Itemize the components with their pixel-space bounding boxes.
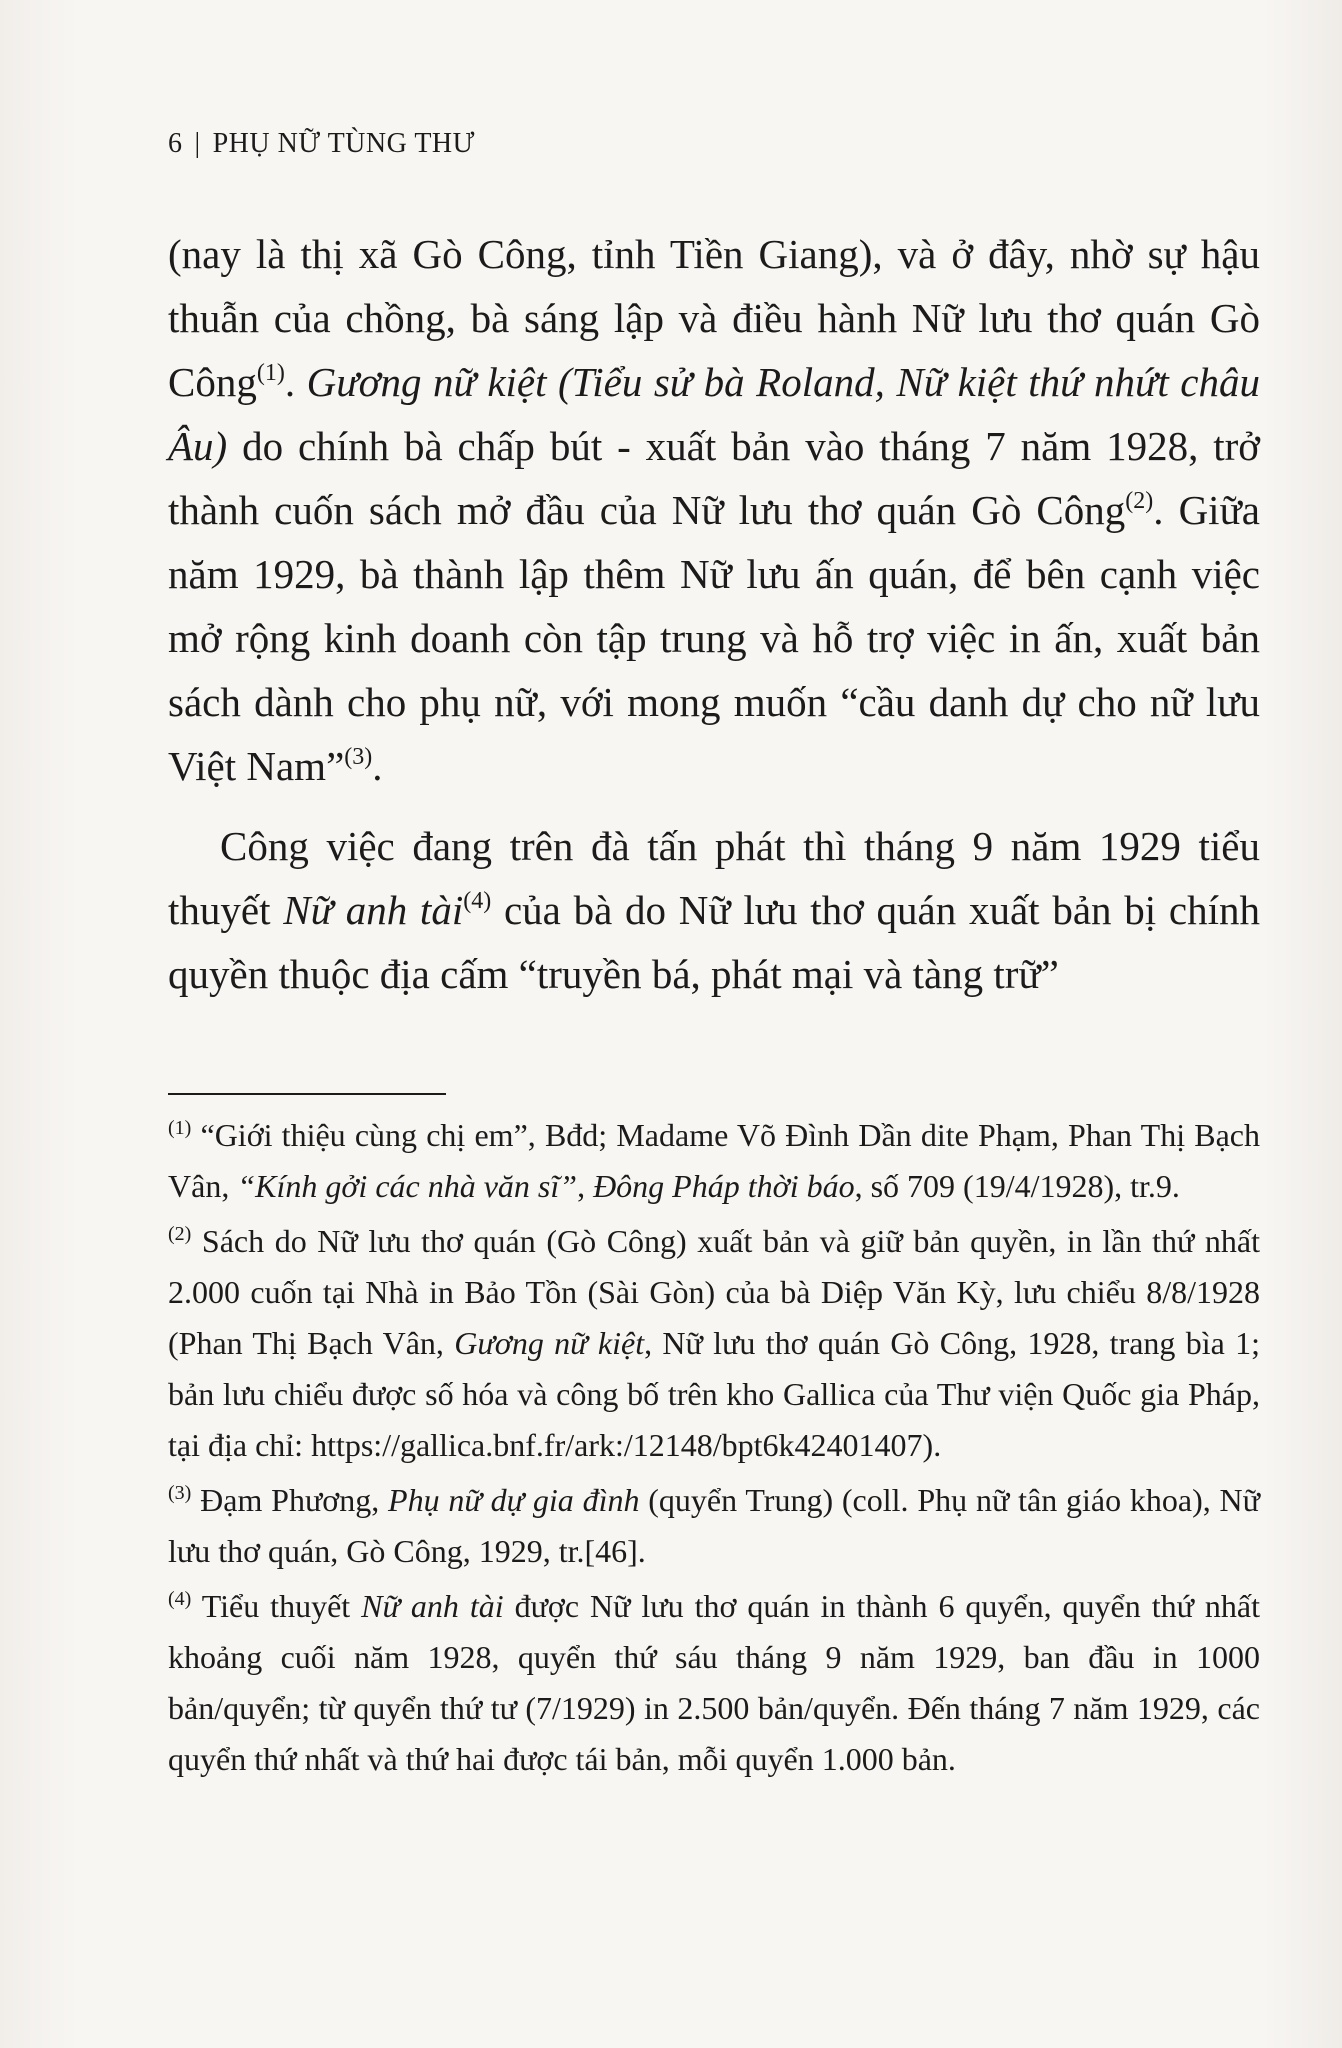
main-text — [168, 222, 1260, 1006]
text-run: . — [284, 359, 307, 405]
text-run: Đạm Phương, — [191, 1482, 389, 1518]
footnotes — [168, 1110, 1260, 1789]
footnote-mark: (3) — [168, 1482, 192, 1504]
text-run: , Nữ lưu thơ quán Gò Công, 1928, trang bìa 1; bản lưu chiểu được số hóa và công bố trên kho Gallica của Thư viện Quốc gia Pháp, tại địa chỉ: https://gallica.bnf.fr/ark:/12148/bpt6k42401407). — [168, 1325, 1261, 1463]
footnote-mark: (2) — [168, 1223, 192, 1245]
article-title-italic: “Kính gởi các nhà văn sĩ” — [237, 1168, 578, 1204]
novel-title-italic: Nữ anh tài — [361, 1588, 504, 1624]
header-separator: | — [194, 128, 201, 159]
text-run: , — [577, 1168, 594, 1204]
text-run: “Giới thiệu cùng chị em”, Bđd; Madame Võ Đình Dần dite Phạm, Phan Thị Bạch Vân, — [168, 1117, 1260, 1204]
book-title-italic: Gương nữ kiệt — [454, 1325, 645, 1361]
footnote-ref-1: (1) — [256, 360, 285, 386]
page-number: 6 — [168, 128, 183, 159]
text-run: được Nữ lưu thơ quán in thành 6 quyển, quyển thứ nhất khoảng cuối năm 1928, quyển thứ sáu tháng 9 năm 1929, ban đầu in 1000 bản/quyển; từ quyển thứ tư (7/1929) in 2.500 bản/quyển. Đến tháng 7 năm 1929, các quyển thứ nhất và thứ hai được tái bản, mỗi quyển 1.000 bản. — [168, 1588, 1261, 1777]
paragraph-1 — [168, 222, 1260, 798]
text-run: , số 709 (19/4/1928), tr.9. — [854, 1168, 1180, 1204]
newspaper-title-italic: Đông Pháp thời báo — [593, 1168, 855, 1204]
novel-title-italic: Nữ anh tài — [283, 887, 464, 933]
footnote-ref-3: (3) — [344, 744, 373, 770]
text-run: . Giữa năm 1929, bà thành lập thêm Nữ lưu ấn quán, để bên cạnh việc mở rộng kinh doanh còn tập trung và hỗ trợ việc in ấn, xuất bản sách dành cho phụ nữ, với mong muốn “cầu danh dự cho nữ lưu Việt Nam” — [168, 487, 1260, 789]
footnote-2 — [168, 1216, 1260, 1471]
text-run: Tiểu thuyết — [191, 1588, 362, 1624]
book-title-italic: Phụ nữ dự gia đình — [388, 1482, 640, 1518]
paragraph-2 — [168, 814, 1260, 1006]
text-run: do chính bà chấp bút - xuất bản vào tháng 7 năm 1928, trở thành cuốn sách mở đầu của Nữ lưu thơ quán Gò Công — [168, 423, 1260, 533]
footnote-divider — [168, 1093, 446, 1095]
footnote-ref-2: (2) — [1125, 488, 1154, 514]
text-run: của bà do Nữ lưu thơ quán xuất bản bị chính quyền thuộc địa cấm “truyền bá, phát mại và tàng trữ” — [168, 887, 1260, 997]
footnote-mark: (1) — [168, 1117, 192, 1139]
book-title-italic: Gương nữ kiệt (Tiểu sử bà Roland, Nữ kiệt thứ nhứt châu Âu) — [168, 359, 1260, 469]
text-run: (quyển Trung) (coll. Phụ nữ tân giáo khoa), Nữ lưu thơ quán, Gò Công, 1929, tr.[46]. — [168, 1482, 1261, 1569]
text-run: Sách do Nữ lưu thơ quán (Gò Công) xuất bản và giữ bản quyền, in lần thứ nhất 2.000 cuốn tại Nhà in Bảo Tồn (Sài Gòn) của bà Diệp Văn Kỳ, lưu chiểu 8/8/1928 (Phan Thị Bạch Vân, — [168, 1223, 1260, 1361]
running-header — [168, 128, 475, 160]
footnote-mark: (4) — [168, 1588, 192, 1610]
text-run: Công việc đang trên đà tấn phát thì tháng 9 năm 1929 tiểu thuyết — [168, 823, 1260, 933]
text-run: . — [372, 743, 383, 789]
footnote-1 — [168, 1110, 1260, 1212]
footnote-4 — [168, 1581, 1260, 1785]
text-run: (nay là thị xã Gò Công, tỉnh Tiền Giang), và ở đây, nhờ sự hậu thuẫn của chồng, bà sáng lập và điều hành Nữ lưu thơ quán Gò Công — [168, 231, 1260, 405]
footnote-ref-4: (4) — [463, 888, 492, 914]
footnote-3 — [168, 1475, 1260, 1577]
running-title: PHỤ NỮ TÙNG THƯ — [212, 128, 475, 159]
